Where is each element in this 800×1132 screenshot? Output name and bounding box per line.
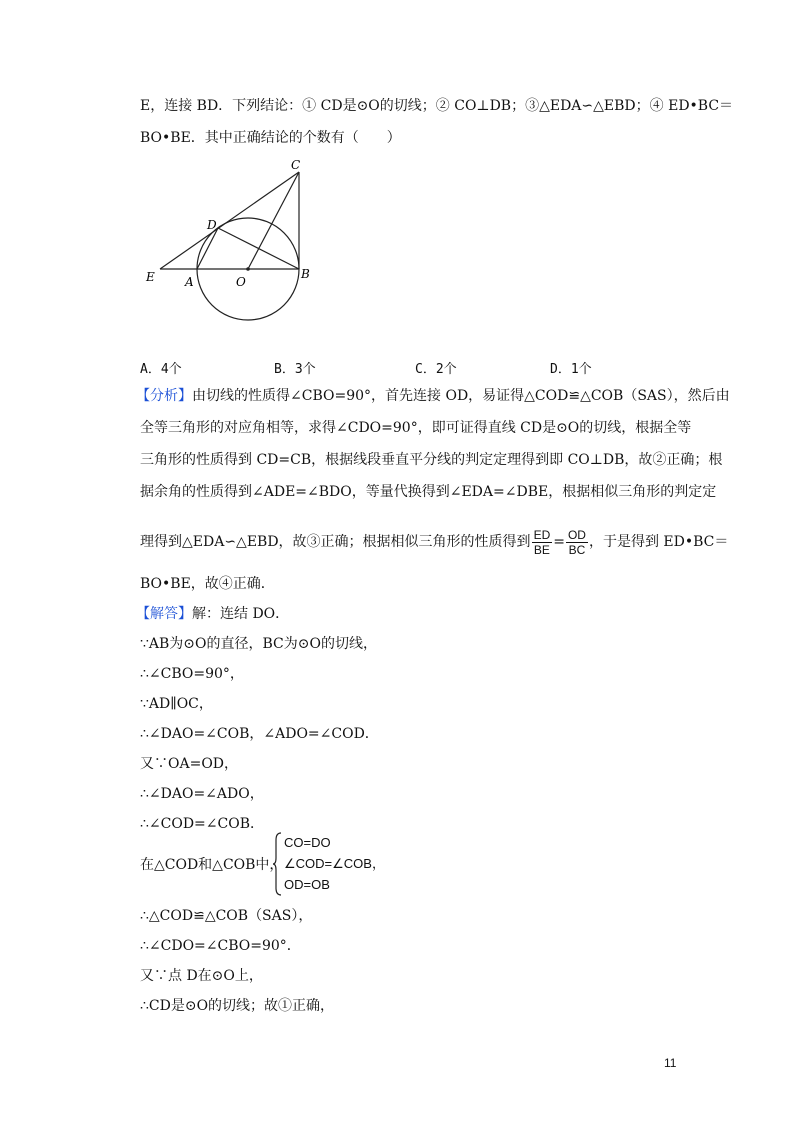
label-e: E [146,270,155,284]
label-a: A [185,275,194,289]
question-line-2: BO•BE．其中正确结论的个数有（ ） [140,130,401,146]
option-b: B．3个 [274,362,316,377]
answer-line-4: ∵AD∥OC， [140,696,213,712]
system-lead: 在△COD和△COB中， [140,857,284,873]
answer-line-10: ∴△COD≌△COB（SAS）， [140,908,313,924]
answer-options [140,358,660,378]
answer-line-2: ∵AB为⊙O的直径，BC为⊙O的切线， [140,636,377,652]
answer-line-11: ∴∠CDO=∠CBO=90°． [140,938,301,954]
option-c: C．2个 [415,362,457,377]
option-d: D．1个 [550,362,592,377]
fraction-od-bc: $\frac{OD}{BC}$ [567,527,586,557]
segment-ad [197,228,218,269]
analysis-line-3: 三角形的性质得到 CD=CB，根据线段垂直平分线的判定定理得到即 CO⊥DB，故②正确；根 [140,452,723,468]
system-row-2: ∠COD=∠COB， [284,856,385,871]
answer-line-12: 又∵点 D在⊙O上， [140,968,263,984]
answer-line-13: ∴CD是⊙O的切线；故①正确， [140,998,335,1014]
answer-line-1: 【解答】解：连结 DO． [136,606,290,622]
left-brace [272,832,282,896]
answer-line-7: ∴∠DAO=∠ADO， [140,786,264,802]
point-o [246,267,250,271]
label-b: B [301,267,310,281]
analysis-line-6: BO•BE，故④正确． [140,576,275,592]
question-line-1: E，连接 BD．下列结论：① CD是⊙O的切线；② CO⊥DB；③△EDA∽△EBD；④ ED•BC＝ [140,98,734,114]
label-o: O [236,275,246,289]
segment-db [218,228,299,269]
label-c: C [291,158,301,172]
segment-ec [160,172,299,269]
analysis-line-2: 全等三角形的对应角相等，求得∠CDO=90°，即可证得直线 CD是⊙O的切线，根据全等 [140,420,692,436]
answer-line-6: 又∵OA=OD， [140,756,239,772]
page-number: 11 [664,1056,677,1070]
geometry-figure [140,155,330,330]
analysis-line-1: 【分析】由切线的性质得∠CBO=90°，首先连接 OD，易证得△COD≌△COB（SAS），然后由 [136,388,730,404]
analysis-tag: 【分析】 [136,388,192,404]
analysis-line-5: 理得到△EDA∽△EBD，故③正确；根据相似三角形的性质得到 $\frac{ED}{BE}$ = $\frac{OD}{BC}$ ，于是得到 ED•BC＝ [140,527,729,557]
answer-tag: 【解答】 [136,606,192,622]
segment-oc [248,172,299,269]
answer-line-8: ∴∠COD=∠COB． [140,816,264,832]
analysis-line-4: 据余角的性质得到∠ADE=∠BDO，等量代换得到∠EDA=∠DBE，根据相似三角形的判定定 [140,484,717,500]
fraction-ed-be: $\frac{ED}{BE}$ [533,527,551,557]
system-row-1: CO=DO [284,835,331,850]
option-a: A．4个 [140,362,182,377]
answer-line-3: ∴∠CBO=90°， [140,666,244,682]
label-d: D [207,218,217,232]
system-row-3: OD=OB [284,877,330,892]
answer-line-5: ∴∠DAO=∠COB，∠ADO=∠COD． [140,726,379,742]
